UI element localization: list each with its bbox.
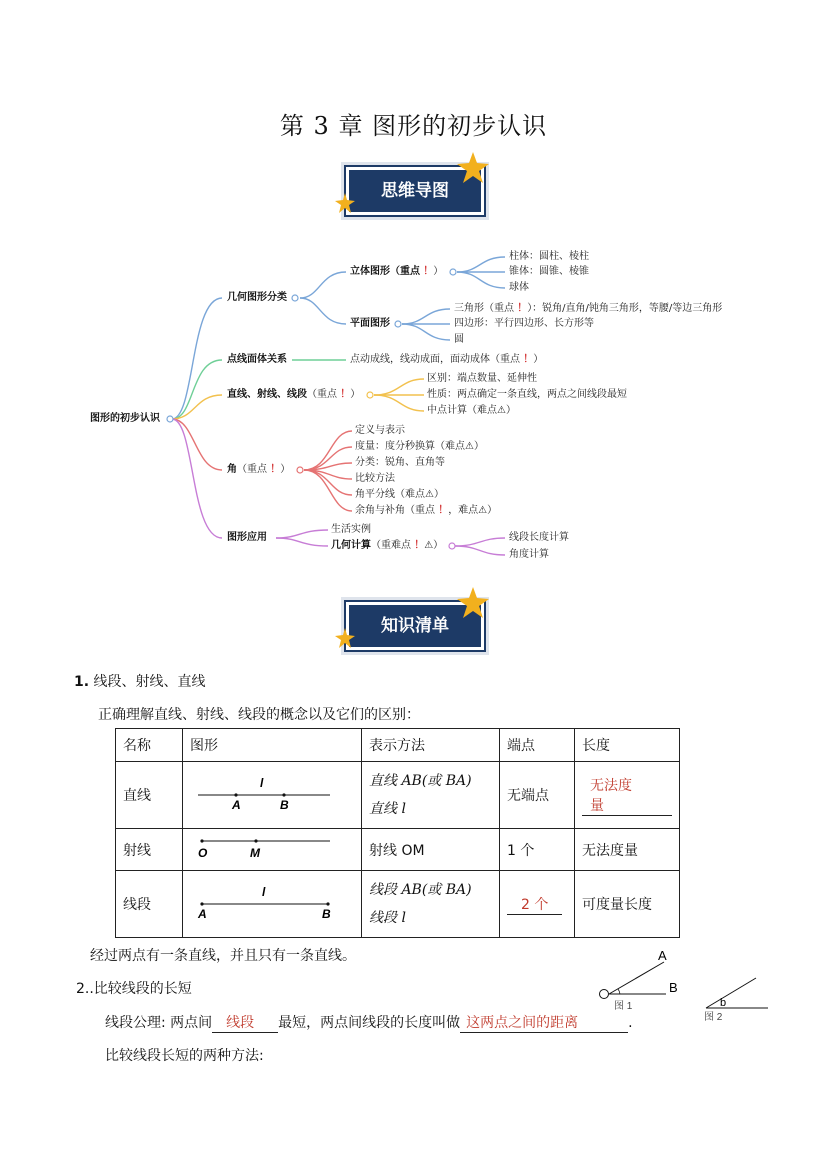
fig1-label-b: B — [669, 980, 678, 995]
fig-label-b: B — [280, 798, 289, 812]
comparison-table — [115, 728, 680, 938]
table-row — [116, 871, 680, 938]
mindmap-node — [227, 464, 290, 476]
mindmap-node: 几何图形分类 — [227, 292, 287, 303]
section2-heading: 2..比较线段的长短 — [76, 981, 192, 997]
table-cell-figure — [183, 829, 362, 871]
star-icon — [334, 627, 356, 649]
mindmap-close: ） — [433, 266, 444, 277]
mindmap-leaf: 定义与表示 — [355, 425, 405, 436]
fig-label-l: l — [260, 776, 264, 790]
table-cell-figure — [183, 762, 362, 829]
mindmap-bang: ！ — [517, 303, 528, 314]
table-header-cell: 名称 — [116, 729, 183, 762]
mindmap-leaf: 柱体：圆柱、棱柱 — [509, 251, 589, 262]
table-cell-repr — [362, 762, 500, 829]
fig2-caption: 图 2 — [704, 1012, 723, 1023]
mindmap-leaf: 圆 — [454, 334, 464, 345]
table-cell-ends: 1 个 — [500, 829, 575, 871]
mindmap-node: 点线面体关系 — [227, 354, 287, 365]
mindmap-node-label: 直线、射线、线段 — [227, 389, 307, 400]
mindmap-leaf-label: 点动成线，线动成面，面动成体（重点 — [350, 354, 520, 365]
mindmap-close: ） — [533, 354, 544, 365]
mindmap-leaf — [454, 303, 722, 315]
axiom-mid: 最短，两点间线段的长度叫做 — [278, 1015, 461, 1031]
mindmap-node: 平面图形 — [350, 318, 390, 329]
mindmap-leaf: 分类：锐角、直角等 — [355, 457, 445, 468]
fig1-caption: 图 1 — [614, 1001, 633, 1012]
angle-figure-2 — [700, 972, 780, 1027]
repr-line1: 线段 AB(或 BA) — [369, 882, 472, 898]
mindmap-leaf-label: 余角与补角（重点 — [355, 505, 435, 516]
mindmap-close: ） — [350, 389, 361, 400]
table-cell-length: 无法度量 — [575, 829, 680, 871]
table-cell-repr: 射线 OM — [362, 829, 500, 871]
mindmap-leaf: 角度计算 — [509, 549, 549, 560]
segment-figure — [190, 882, 340, 922]
mindmap-leaf: 生活实例 — [331, 524, 371, 535]
table-row — [116, 762, 680, 829]
mindmap-leaf — [355, 505, 497, 517]
mindmap-close: ） — [280, 464, 291, 475]
mindmap-leaf — [350, 354, 543, 366]
table-header-cell: 长度 — [575, 729, 680, 762]
mindmap-leaf-rest: ）：锐角/直角/钝角三角形，等腰/等边三角形 — [527, 303, 723, 314]
section-heading — [74, 671, 206, 691]
fig-label-o: O — [198, 845, 208, 860]
table-cell-name: 直线 — [116, 762, 183, 829]
line-figure — [190, 773, 340, 813]
mindmap-leaf: 度量：度分秒换算（难点⚠） — [355, 441, 484, 452]
mindmap-root: 图形的初步认识 — [90, 413, 160, 424]
fig2-label-b: b — [720, 997, 727, 1009]
mindmap-leaf: 线段长度计算 — [509, 532, 569, 543]
mindmap-leaf: 球体 — [509, 282, 529, 293]
mindmap-node — [350, 266, 443, 278]
mindmap-node-suffix: （重点 — [307, 389, 337, 400]
mindmap-node — [227, 389, 360, 401]
table-cell-repr — [362, 871, 500, 938]
answer-blank: 2 个 — [507, 894, 562, 915]
ray-figure — [190, 833, 340, 863]
fig-label-l: l — [262, 885, 266, 899]
section-number: 1. — [74, 674, 90, 690]
table-header-row — [116, 729, 680, 762]
answer-blank: 无法度量 — [582, 775, 672, 816]
mindmap-node-suffix: （重点 — [237, 464, 267, 475]
table-cell-ends — [500, 871, 575, 938]
mindmap-node — [331, 540, 443, 552]
mindmap-node-suffix: （重难点 — [371, 540, 411, 551]
methods-text: 比较线段长短的两种方法: — [105, 1048, 264, 1064]
mindmap-leaf-rest: ，难点⚠） — [448, 505, 498, 516]
mindmap-node-label: 几何计算 — [331, 540, 371, 551]
table-cell-length — [575, 762, 680, 829]
axiom-end: . — [628, 1015, 633, 1031]
answer-blank: 这两点之间的距离 — [460, 1012, 628, 1033]
table-cell-ends: 无端点 — [500, 762, 575, 829]
table-cell-figure — [183, 871, 362, 938]
mindmap-node-label: 角 — [227, 464, 237, 475]
table-header-cell: 端点 — [500, 729, 575, 762]
mindmap-leaf: 比较方法 — [355, 473, 395, 484]
knowledge-banner-label: 知识清单 — [381, 616, 449, 636]
mindmap-banner-label: 思维导图 — [381, 181, 449, 201]
mindmap-node-label: 立体图形（重点 — [350, 266, 420, 277]
mindmap-bang: ！ — [340, 389, 351, 400]
axiom-pre: 线段公理: 两点间 — [105, 1015, 213, 1031]
repr-line2: 直线 l — [369, 801, 406, 817]
answer-blank: 线段 — [212, 1012, 278, 1033]
section-intro: 正确理解直线、射线、线段的概念以及它们的区别： — [98, 707, 420, 723]
fig-label-a: A — [232, 798, 241, 812]
segment-axiom — [105, 1012, 633, 1033]
mindmap-leaf: 中点计算（难点⚠） — [427, 405, 516, 416]
mindmap-leaf: 区别：端点数量、延伸性 — [427, 373, 537, 384]
repr-line2: 线段 l — [369, 910, 406, 926]
mindmap-bang: ！ — [438, 505, 449, 516]
mindmap-leaf: 角平分线（难点⚠） — [355, 489, 444, 500]
mindmap-node-end: ⚠） — [424, 540, 444, 551]
section-note: 经过两点有一条直线，并且只有一条直线。 — [90, 948, 356, 964]
mindmap-node: 图形应用 — [227, 532, 267, 543]
mindmap-bang: ！ — [414, 540, 425, 551]
table-cell-name: 线段 — [116, 871, 183, 938]
table-cell-length: 可度量长度 — [575, 871, 680, 938]
mindmap-leaf: 性质：两点确定一条直线，两点之间线段最短 — [427, 389, 627, 400]
fig-label-b: B — [322, 907, 331, 921]
fig1-label-a: A — [658, 948, 667, 963]
mindmap-bang: ！ — [423, 266, 434, 277]
page-title: 第 3 章 图形的初步认识 — [279, 112, 548, 140]
mindmap-leaf: 四边形：平行四边形、长方形等 — [454, 318, 594, 329]
mindmap-leaf-label: 三角形（重点 — [454, 303, 514, 314]
table-header-cell: 图形 — [183, 729, 362, 762]
fig-label-a: A — [198, 907, 207, 921]
star-icon — [455, 585, 491, 621]
table-header-cell: 表示方法 — [362, 729, 500, 762]
repr-line1: 直线 AB(或 BA) — [369, 773, 472, 789]
mindmap-bang: ！ — [270, 464, 281, 475]
angle-figure-1 — [594, 946, 689, 1016]
table-cell-name: 射线 — [116, 829, 183, 871]
table-row — [116, 829, 680, 871]
mindmap-bang: ！ — [523, 354, 534, 365]
mindmap-leaf: 锥体：圆锥、棱锥 — [509, 266, 589, 277]
fig-label-m: M — [250, 845, 260, 860]
section-title: 线段、射线、直线 — [93, 674, 206, 690]
